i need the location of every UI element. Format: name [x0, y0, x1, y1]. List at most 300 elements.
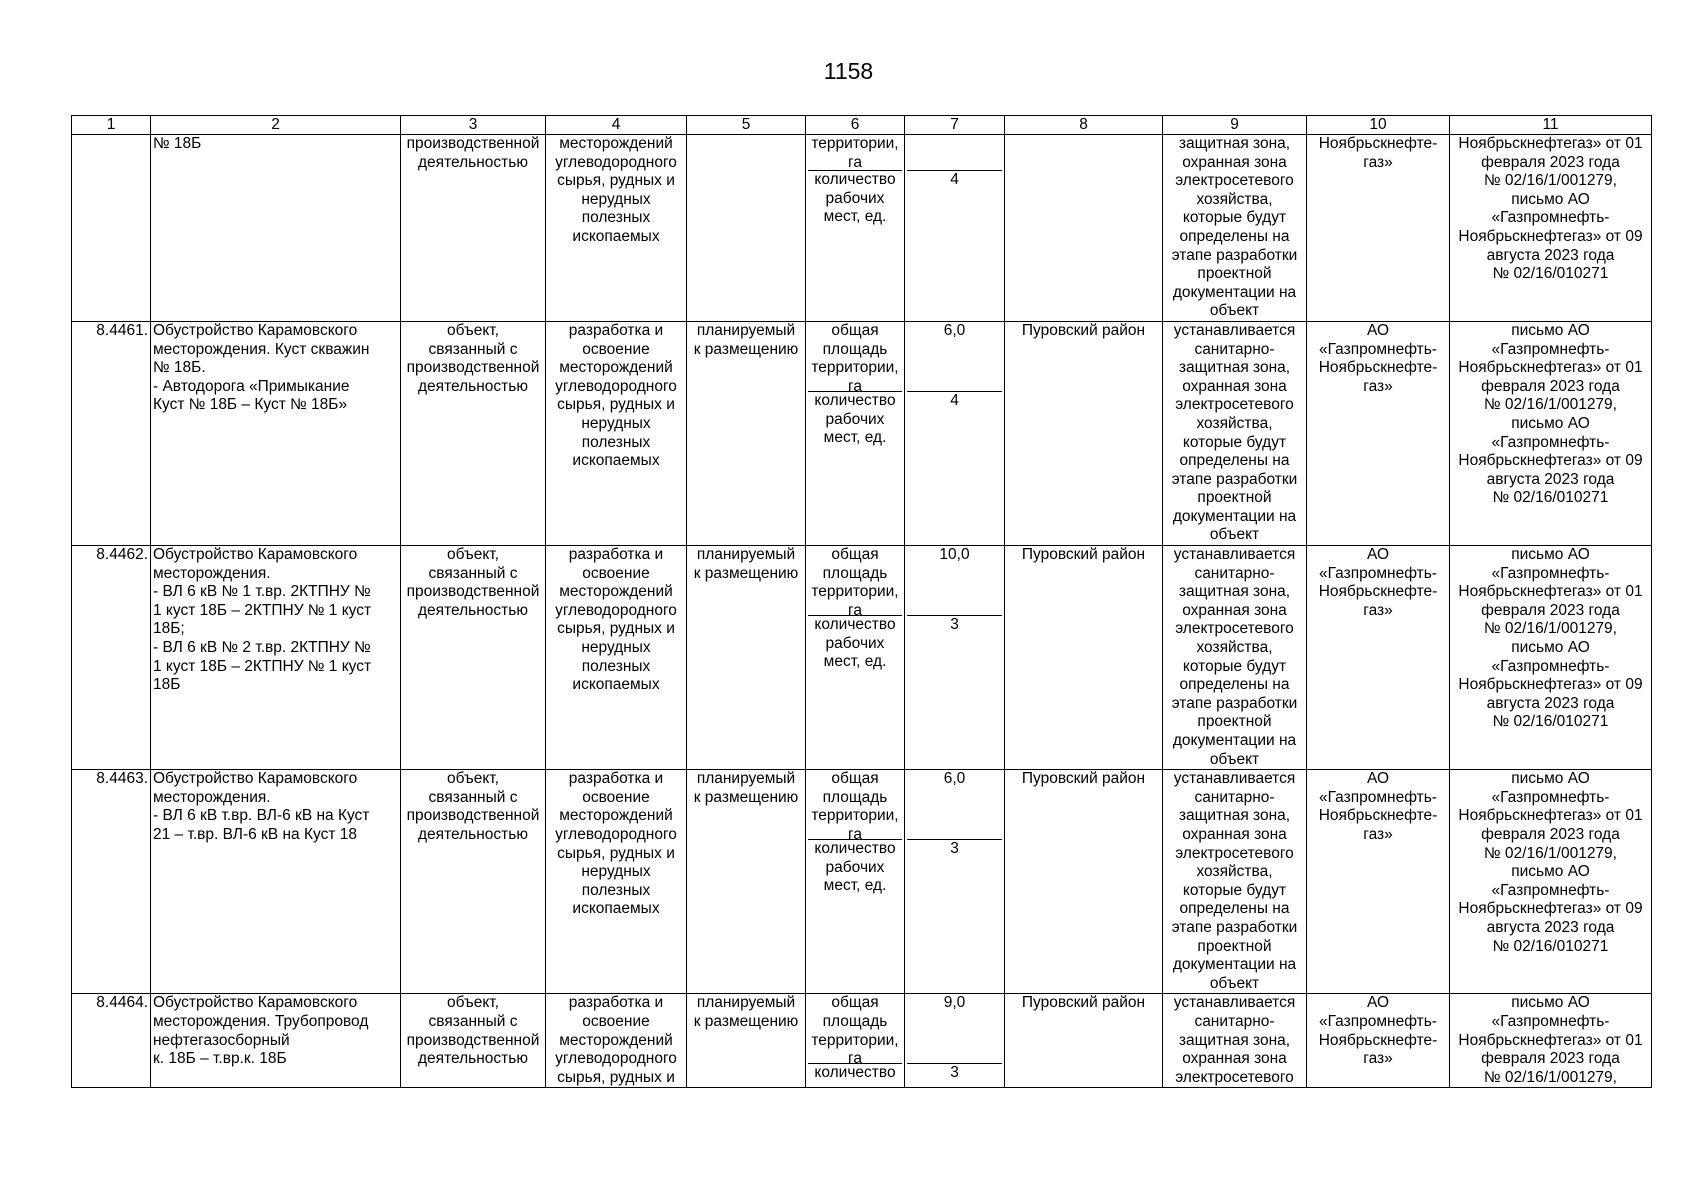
area-label-line: территории,: [811, 135, 899, 152]
basis-document-line: № 02/16/010271: [1492, 489, 1609, 507]
area-label: [808, 770, 902, 843]
workers-value: 3: [950, 1064, 959, 1082]
object-name-line: - ВЛ 6 кВ т.вр. ВЛ-6 кВ на Куст: [153, 807, 370, 825]
basis-document: [1450, 321, 1652, 545]
zone-description-line: устанавливается: [1173, 770, 1296, 788]
header-cell: 6: [806, 116, 905, 135]
basis-document-line: письмо АО: [1511, 546, 1590, 564]
basis-document: [1450, 546, 1652, 770]
organization-line: Ноябрьскнефте-: [1318, 359, 1438, 377]
characteristics-values-wrap: [907, 322, 1002, 545]
workers-label-line: количество: [814, 840, 896, 858]
object-name: [151, 770, 401, 994]
basis-document-line: февраля 2023 года: [1481, 825, 1620, 843]
object-name-line: месторождения. Куст скважин: [153, 340, 370, 358]
object-purpose: [546, 994, 687, 1088]
area-label-line: площадь: [822, 1012, 888, 1030]
organization-line: газ»: [1363, 153, 1393, 171]
zone-description-line: определены на: [1179, 227, 1290, 245]
object-name-line: Обустройство Карамовского: [153, 994, 358, 1012]
basis-document-line: Ноябрьскнефтегаз» от 01: [1458, 359, 1643, 377]
zone-description: [1163, 770, 1307, 994]
object-name-line: № 18Б.: [153, 359, 206, 377]
zone-description: [1163, 135, 1307, 322]
zone-description-line: охранная зона: [1182, 153, 1287, 171]
zone-description-line: санитарно-: [1194, 340, 1275, 358]
row-number: 8.4463.: [72, 770, 151, 994]
page-number: 1158: [823, 58, 874, 84]
zone-description-line: объект: [1209, 974, 1260, 992]
basis-document-line: письмо АО: [1511, 770, 1590, 788]
object-name-line: 21 – т.вр. ВЛ-6 кВ на Куст 18: [153, 825, 357, 843]
object-status-line: планируемый: [696, 770, 796, 788]
object-purpose-line: ископаемых: [572, 452, 660, 470]
basis-document-line: «Газпромнефть-: [1491, 209, 1610, 227]
zone-description-line: проектной: [1197, 937, 1272, 955]
characteristics-values: [905, 135, 1005, 322]
zone-description-line: электросетевого: [1175, 844, 1294, 862]
zone-description-line: электросетевого: [1175, 396, 1294, 414]
characteristics-values-wrap: [907, 135, 1002, 321]
object-purpose: [546, 770, 687, 994]
object-type-line: связанный с: [428, 340, 518, 358]
row-number: [72, 135, 151, 322]
basis-document-line: Ноябрьскнефтегаз» от 01: [1458, 583, 1643, 601]
area-value: [907, 135, 1002, 171]
object-purpose: [546, 321, 687, 545]
object-purpose-line: освоение: [582, 340, 650, 358]
zone-description-line: которые будут: [1182, 433, 1287, 451]
characteristics-values-wrap: [907, 994, 1002, 1087]
zone-description-line: защитная зона,: [1178, 135, 1291, 152]
area-label-line: общая: [831, 321, 879, 339]
zone-description-line: защитная зона,: [1178, 359, 1291, 377]
characteristics-values: [905, 321, 1005, 545]
characteristics-labels: [806, 994, 905, 1088]
workers-label: [808, 840, 902, 993]
object-name-line: к. 18Б – т.вр.к. 18Б: [153, 1050, 287, 1068]
location: [1005, 135, 1163, 322]
object-purpose-line: разработка и: [568, 546, 664, 564]
organization-line: АО: [1366, 770, 1390, 788]
object-status-line: к размещению: [693, 788, 799, 806]
characteristics-values: [905, 994, 1005, 1088]
zone-description-line: проектной: [1197, 713, 1272, 731]
organization-line: АО: [1366, 321, 1390, 339]
characteristics-labels-wrap: [808, 994, 902, 1087]
location: Пуровский район: [1005, 770, 1163, 994]
workers-label-line: рабочих: [825, 410, 885, 428]
area-value: 10,0: [907, 546, 1002, 616]
object-type-line: связанный с: [428, 564, 518, 582]
object-status-line: планируемый: [696, 994, 796, 1012]
basis-document-line: № 02/16/1/001279,: [1484, 1068, 1617, 1086]
object-purpose: [546, 135, 687, 322]
basis-document-line: письмо АО: [1511, 321, 1590, 339]
object-purpose-line: полезных: [581, 657, 651, 675]
characteristics-labels-wrap: [808, 546, 902, 769]
object-purpose-line: полезных: [581, 881, 651, 899]
area-label: [808, 546, 902, 619]
zone-description-line: объект: [1209, 526, 1260, 544]
object-type-line: деятельностью: [418, 1050, 528, 1068]
table-row: [72, 135, 1652, 322]
organization: [1307, 135, 1450, 322]
zone-description-line: устанавливается: [1173, 546, 1296, 564]
object-purpose-line: сырья, рудных и: [557, 172, 675, 190]
basis-document-line: Ноябрьскнефтегаз» от 09: [1458, 227, 1643, 245]
basis-document-line: «Газпромнефть-: [1491, 340, 1610, 358]
location: Пуровский район: [1005, 994, 1163, 1088]
object-status-line: планируемый: [696, 321, 796, 339]
object-purpose-line: нерудных: [581, 190, 651, 208]
zone-description-line: этапе разработки: [1171, 246, 1298, 264]
header-cell: 1: [72, 116, 151, 135]
object-status: [687, 321, 806, 545]
organization-line: Ноябрьскнефте-: [1318, 135, 1438, 152]
area-label-line: территории,: [811, 359, 899, 377]
area-label-line: общая: [831, 994, 879, 1012]
object-purpose-line: углеводородного: [555, 825, 677, 843]
header-cell: 11: [1450, 116, 1652, 135]
object-purpose-line: освоение: [582, 1012, 650, 1030]
object-type-line: производственной: [406, 807, 540, 825]
workers-label-line: мест, ед.: [823, 877, 887, 895]
zone-description-line: которые будут: [1182, 881, 1287, 899]
basis-document-line: «Газпромнефть-: [1491, 433, 1610, 451]
zone-description-line: электросетевого: [1175, 172, 1294, 190]
zone-description-line: этапе разработки: [1171, 918, 1298, 936]
location: Пуровский район: [1005, 546, 1163, 770]
object-type-line: производственной: [406, 583, 540, 601]
object-type-line: связанный с: [428, 1012, 518, 1030]
object-purpose-line: разработка и: [568, 994, 664, 1012]
characteristics-labels: [806, 546, 905, 770]
basis-document-line: «Газпромнефть-: [1491, 657, 1610, 675]
workers-label: [808, 1064, 902, 1087]
basis-document-line: № 02/16/1/001279,: [1484, 396, 1617, 414]
basis-document-line: февраля 2023 года: [1481, 1050, 1620, 1068]
object-purpose-line: месторождений: [559, 359, 673, 377]
zone-description-line: охранная зона: [1182, 601, 1287, 619]
object-status-line: к размещению: [693, 564, 799, 582]
area-label-line: общая: [831, 770, 879, 788]
object-type-line: производственной: [406, 135, 540, 152]
workers-label-line: мест, ед.: [823, 653, 887, 671]
organization-line: АО: [1366, 546, 1390, 564]
object-type-line: деятельностью: [418, 601, 528, 619]
object-purpose-line: углеводородного: [555, 377, 677, 395]
zone-description-line: защитная зона,: [1178, 1031, 1291, 1049]
workers-label-line: мест, ед.: [823, 208, 887, 226]
object-purpose-line: освоение: [582, 788, 650, 806]
basis-document: [1450, 994, 1652, 1088]
area-label: [808, 994, 902, 1068]
object-name: [151, 135, 401, 322]
object-purpose-line: нерудных: [581, 414, 651, 432]
basis-document-line: № 02/16/1/001279,: [1484, 172, 1617, 190]
row-number: 8.4461.: [72, 321, 151, 545]
workers-label-line: количество: [814, 616, 896, 634]
object-purpose-line: углеводородного: [555, 1050, 677, 1068]
object-purpose-line: освоение: [582, 564, 650, 582]
area-label: [808, 321, 902, 395]
object-purpose-line: месторождений: [559, 135, 673, 152]
object-name-line: нефтегазосборный: [153, 1031, 290, 1049]
workers-label-line: рабочих: [825, 189, 885, 207]
object-purpose-line: углеводородного: [555, 601, 677, 619]
area-label-line: га: [848, 377, 862, 395]
object-status: [687, 994, 806, 1088]
object-type-line: деятельностью: [418, 377, 528, 395]
header-row: [72, 116, 1652, 135]
zone-description-line: защитная зона,: [1178, 583, 1291, 601]
organization-line: «Газпромнефть-: [1319, 564, 1437, 582]
table-row: [72, 994, 1652, 1088]
area-label-line: га: [848, 601, 862, 619]
basis-document-line: «Газпромнефть-: [1491, 1012, 1610, 1030]
object-name-line: Обустройство Карамовского: [153, 546, 358, 564]
workers-label: [808, 171, 902, 321]
basis-document-line: Ноябрьскнефтегаз» от 01: [1458, 1031, 1643, 1049]
object-purpose-line: нерудных: [581, 639, 651, 657]
object-name: [151, 994, 401, 1088]
characteristics-values-wrap: [907, 770, 1002, 993]
basis-document-line: августа 2023 года: [1486, 918, 1615, 936]
zone-description-line: документации на: [1172, 956, 1297, 974]
header-cell: 10: [1307, 116, 1450, 135]
basis-document-line: февраля 2023 года: [1481, 377, 1620, 395]
object-name-line: 18Б;: [153, 620, 185, 638]
basis-document-line: № 02/16/1/001279,: [1484, 620, 1617, 638]
object-type-line: объект,: [447, 770, 499, 788]
basis-document-line: августа 2023 года: [1486, 694, 1615, 712]
basis-document-line: № 02/16/1/001279,: [1484, 844, 1617, 862]
area-label-line: площадь: [822, 340, 888, 358]
zone-description-line: санитарно-: [1194, 564, 1275, 582]
area-value: 6,0: [907, 770, 1002, 840]
organization-line: газ»: [1363, 825, 1393, 843]
characteristics-values: [905, 546, 1005, 770]
zone-description: [1163, 546, 1307, 770]
organization: [1307, 770, 1450, 994]
zone-description-line: санитарно-: [1194, 1012, 1275, 1030]
workers-label-line: количество: [814, 391, 896, 409]
area-label-line: га: [848, 153, 862, 171]
zone-description-line: этапе разработки: [1171, 694, 1298, 712]
object-type: [401, 546, 546, 770]
basis-document-line: февраля 2023 года: [1481, 601, 1620, 619]
workers-value: 4: [950, 171, 959, 188]
table-row: [72, 770, 1652, 994]
basis-document-line: письмо АО: [1511, 190, 1590, 208]
object-name-line: № 18Б: [153, 135, 202, 152]
basis-document-line: августа 2023 года: [1486, 470, 1615, 488]
organization-line: газ»: [1363, 377, 1393, 395]
zone-description-line: устанавливается: [1173, 321, 1296, 339]
object-purpose-line: разработка и: [568, 770, 664, 788]
row-number: 8.4464.: [72, 994, 151, 1088]
area-label-line: территории,: [811, 1031, 899, 1049]
characteristics-values: [905, 770, 1005, 994]
area-value: 9,0: [907, 994, 1002, 1064]
zone-description-line: хозяйства,: [1196, 414, 1273, 432]
basis-document-line: № 02/16/010271: [1492, 713, 1609, 731]
basis-document-line: письмо АО: [1511, 414, 1590, 432]
object-type: [401, 321, 546, 545]
location: Пуровский район: [1005, 321, 1163, 545]
characteristics-labels-wrap: [808, 322, 902, 545]
zone-description-line: которые будут: [1182, 657, 1287, 675]
organization-line: газ»: [1363, 1050, 1393, 1068]
object-type: [401, 135, 546, 322]
row-number: 8.4462.: [72, 546, 151, 770]
zone-description-line: определены на: [1179, 676, 1290, 694]
basis-document-line: августа 2023 года: [1486, 246, 1615, 264]
object-purpose-line: месторождений: [559, 583, 673, 601]
object-type: [401, 994, 546, 1088]
organization: [1307, 546, 1450, 770]
object-purpose-line: ископаемых: [572, 227, 660, 245]
object-purpose-line: разработка и: [568, 321, 664, 339]
object-purpose-line: полезных: [581, 209, 651, 227]
organization-line: «Газпромнефть-: [1319, 340, 1437, 358]
characteristics-labels: [806, 321, 905, 545]
basis-document-line: Ноябрьскнефтегаз» от 09: [1458, 452, 1643, 470]
zone-description-line: документации на: [1172, 732, 1297, 749]
object-name-line: - ВЛ 6 кВ № 1 т.вр. 2КТПНУ №: [153, 583, 371, 601]
object-status: [687, 770, 806, 994]
basis-document-line: письмо АО: [1511, 994, 1590, 1012]
workers-label-line: мест, ед.: [823, 429, 887, 447]
workers-value: 3: [950, 616, 959, 634]
zone-description: [1163, 321, 1307, 545]
workers-label-line: рабочих: [825, 858, 885, 876]
zone-description-line: определены на: [1179, 900, 1290, 918]
object-name: [151, 321, 401, 545]
zone-description-line: хозяйства,: [1196, 190, 1273, 208]
object-name-line: 1 куст 18Б – 2КТПНУ № 1 куст: [153, 657, 372, 675]
object-purpose-line: месторождений: [559, 1031, 673, 1049]
workers-value: 3: [950, 840, 959, 858]
organization-line: газ»: [1363, 601, 1393, 619]
organization-line: «Газпромнефть-: [1319, 788, 1437, 806]
object-purpose-line: нерудных: [581, 863, 651, 881]
table-row: [72, 546, 1652, 770]
object-purpose-line: ископаемых: [572, 676, 660, 694]
organization: [1307, 321, 1450, 545]
zone-description-line: охранная зона: [1182, 825, 1287, 843]
object-type-line: объект,: [447, 994, 499, 1012]
workers-label-line: количество: [814, 171, 896, 188]
workers-label: [808, 392, 902, 545]
area-label-line: территории,: [811, 807, 899, 825]
organization-line: АО: [1366, 994, 1390, 1012]
area-label-line: площадь: [822, 564, 888, 582]
zone-description-line: защитная зона,: [1178, 807, 1291, 825]
basis-document-line: Ноябрьскнефтегаз» от 09: [1458, 900, 1643, 918]
basis-document-line: Ноябрьскнефтегаз» от 01: [1458, 807, 1643, 825]
area-label-line: га: [848, 825, 862, 843]
characteristics-labels: [806, 135, 905, 322]
object-purpose-line: месторождений: [559, 807, 673, 825]
object-purpose-line: полезных: [581, 433, 651, 451]
zone-description-line: документации на: [1172, 283, 1297, 301]
zone-description-line: определены на: [1179, 452, 1290, 470]
organization-line: Ноябрьскнефте-: [1318, 583, 1438, 601]
area-label-line: общая: [831, 546, 879, 564]
object-purpose-line: сырья, рудных и: [557, 1068, 675, 1086]
organization-line: Ноябрьскнефте-: [1318, 1031, 1438, 1049]
area-label: [808, 135, 902, 171]
object-purpose: [546, 546, 687, 770]
object-name-line: месторождения. Трубопровод: [153, 1012, 369, 1030]
zone-description-line: хозяйства,: [1196, 863, 1273, 881]
object-name-line: - Автодорога «Примыкание: [153, 377, 350, 395]
zone-description-line: этапе разработки: [1171, 470, 1298, 488]
object-type-line: связанный с: [428, 788, 518, 806]
header-cell: 3: [401, 116, 546, 135]
basis-document-line: «Газпромнефть-: [1491, 881, 1610, 899]
object-purpose-line: сырья, рудных и: [557, 844, 675, 862]
characteristics-values-wrap: [907, 546, 1002, 769]
characteristics-labels-wrap: [808, 135, 902, 321]
zone-description-line: охранная зона: [1182, 1050, 1287, 1068]
zone-description-line: устанавливается: [1173, 994, 1296, 1012]
object-purpose-line: сырья, рудных и: [557, 396, 675, 414]
workers-value: 4: [950, 391, 959, 409]
table-row: [72, 321, 1652, 545]
object-purpose-line: ископаемых: [572, 900, 660, 918]
basis-document-line: «Газпромнефть-: [1491, 564, 1610, 582]
object-name-line: месторождения.: [153, 788, 271, 806]
zone-description-line: объект: [1209, 750, 1260, 768]
zone-description-line: электросетевого: [1175, 1068, 1294, 1086]
zone-description: [1163, 994, 1307, 1088]
object-name: [151, 546, 401, 770]
basis-document: [1450, 770, 1652, 994]
object-type-line: объект,: [447, 321, 499, 339]
basis-document-line: «Газпромнефть-: [1491, 788, 1610, 806]
object-name-line: 1 куст 18Б – 2КТПНУ № 1 куст: [153, 601, 372, 619]
zone-description-line: охранная зона: [1182, 377, 1287, 395]
object-name-line: месторождения.: [153, 564, 271, 582]
object-status: [687, 135, 806, 322]
area-label-line: га: [848, 1050, 862, 1068]
object-status-line: к размещению: [693, 1012, 799, 1030]
object-type-line: объект,: [447, 546, 499, 564]
object-status-line: к размещению: [693, 340, 799, 358]
object-name-line: - ВЛ 6 кВ № 2 т.вр. 2КТПНУ №: [153, 639, 371, 657]
object-name-line: Обустройство Карамовского: [153, 770, 358, 788]
zone-description-line: проектной: [1197, 265, 1272, 283]
zone-description-line: хозяйства,: [1196, 639, 1273, 657]
object-name-line: Куст № 18Б – Куст № 18Б»: [153, 396, 348, 414]
characteristics-labels-wrap: [808, 770, 902, 993]
zone-description-line: электросетевого: [1175, 620, 1294, 638]
object-type: [401, 770, 546, 994]
organization: [1307, 994, 1450, 1088]
basis-document-line: письмо АО: [1511, 639, 1590, 657]
area-label-line: площадь: [822, 788, 888, 806]
basis-document-line: № 02/16/010271: [1492, 937, 1609, 955]
object-type-line: деятельностью: [418, 153, 528, 171]
header-cell: 7: [905, 116, 1005, 135]
zone-description-line: проектной: [1197, 489, 1272, 507]
characteristics-labels: [806, 770, 905, 994]
basis-document-line: письмо АО: [1511, 863, 1590, 881]
basis-document-line: февраля 2023 года: [1481, 153, 1620, 171]
